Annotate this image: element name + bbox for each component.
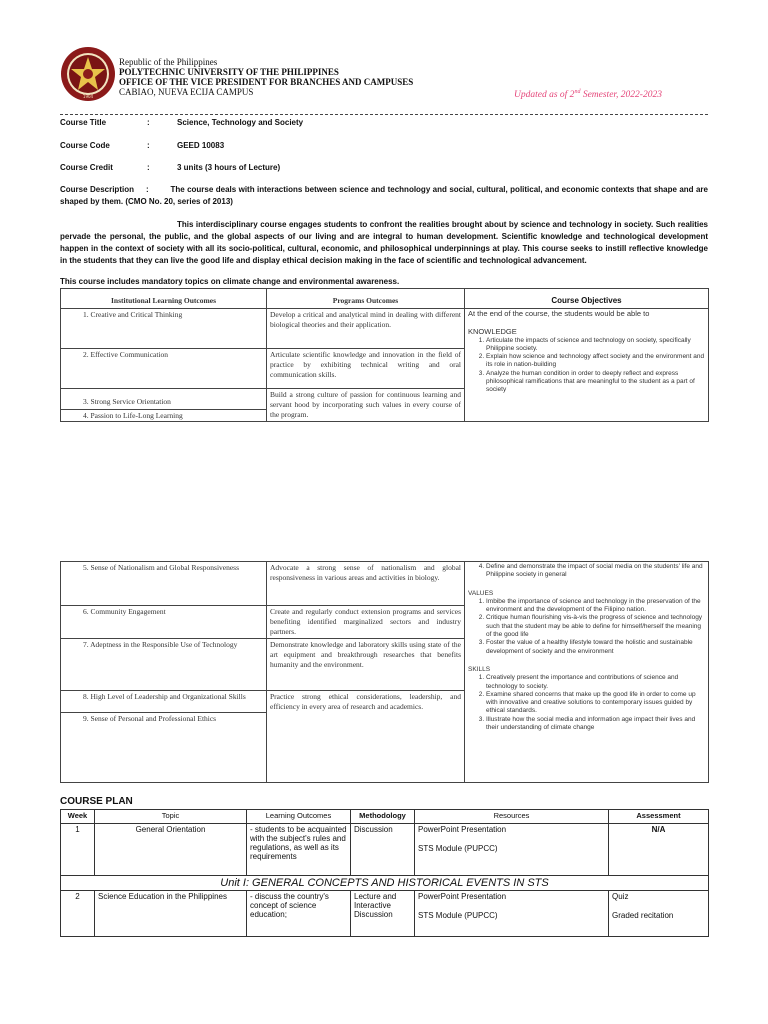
po-item: Develop a critical and analytical mind in dealing with different biological theories and their application.	[267, 309, 465, 349]
ilo-item: 1. Creative and Critical Thinking	[61, 309, 267, 349]
outcomes-table-continued	[60, 561, 709, 783]
colon: :	[147, 118, 150, 127]
methodology-header: Methodology	[351, 810, 415, 824]
ilo-item: 7. Adeptness in the Responsible Use of Technology	[61, 639, 267, 691]
values-item: 1. Imbibe the importance of science and technology in the preservation of the environment and the development of the Filipino nation.	[486, 598, 705, 615]
description-paragraph-2: This interdisciplinary course engages students to confront the realities brought about by science and technology in society. Such realities pervade the personal, the public, and the global aspects of our living and are integral to human development. Scientific knowledge and technological development happen in the context of society with all its socio-political, cultural, economic, and philosophical underpinnings at play. This course seeks to instill reflective knowledge in the students that they can live the good life and display ethical decision making in the face of scientific and technological advancement.	[60, 220, 708, 265]
assessment-cell: Quiz Graded recitation	[609, 891, 709, 937]
co-intro: At the end of the course, the students would be able to	[468, 309, 650, 318]
republic-line: Republic of the Philippines	[119, 57, 218, 67]
outcomes-table	[60, 288, 709, 422]
skills-label: SKILLS	[468, 665, 491, 673]
ilo-item: 6. Community Engagement	[61, 606, 267, 639]
header-divider	[60, 114, 708, 115]
skills-item: 2. Examine shared concerns that make up the good life in order to come up with innovative and creative solutions to contemporary issues guided by ethical standards.	[486, 691, 705, 716]
resources-header: Resources	[415, 810, 609, 824]
week-cell: 1	[61, 824, 95, 876]
university-name: POLYTECHNIC UNIVERSITY OF THE PHILIPPINES	[119, 67, 339, 77]
university-seal-logo	[60, 46, 116, 102]
resources-cell: PowerPoint Presentation STS Module (PUPCC)	[415, 824, 609, 876]
colon: :	[147, 141, 150, 150]
outcomes-cell: - students to be acquainted with the subject's rules and regulations, as well as its requirements	[247, 824, 351, 876]
climate-note: This course includes mandatory topics on climate change and environmental awareness.	[60, 277, 400, 286]
topic-cell: General Orientation	[95, 824, 247, 876]
methodology-cell: Lecture and Interactive Discussion	[351, 891, 415, 937]
course-objectives-cell-continued	[465, 562, 709, 783]
updated-note: Updated as of 2nd Semester, 2022-2023	[514, 89, 662, 101]
topic-header: Topic	[95, 810, 247, 824]
table-row	[61, 824, 709, 876]
course-plan-title: COURSE PLAN	[60, 796, 133, 807]
po-header: Programs Outcomes	[267, 289, 465, 309]
office-name: OFFICE OF THE VICE PRESIDENT FOR BRANCHES AND CAMPUSES	[119, 77, 414, 87]
outcomes-header: Learning Outcomes	[247, 810, 351, 824]
knowledge-item: 2. Explain how science and technology affect society and the environment and its role in nation-building	[486, 353, 705, 370]
topic-cell: Science Education in the Philippines	[95, 891, 247, 937]
week-cell: 2	[61, 891, 95, 937]
course-title-value: Science, Technology and Society	[177, 118, 304, 127]
week-header: Week	[61, 810, 95, 824]
campus-name: CABIAO, NUEVA ECIJA CAMPUS	[119, 87, 254, 97]
unit-heading: Unit I: GENERAL CONCEPTS AND HISTORICAL EVENTS IN STS	[61, 876, 709, 891]
course-title-label: Course Title	[60, 118, 107, 127]
seal-year: 1904	[82, 94, 94, 99]
resources-cell: PowerPoint Presentation STS Module (PUPCC)	[415, 891, 609, 937]
knowledge-label: KNOWLEDGE	[468, 327, 517, 337]
values-item: 2. Critique human flourishing vis-à-vis the progress of science and technology such that the student may be able to define for himself/herself the meaning of the good life	[486, 614, 705, 639]
course-credit-label: Course Credit	[60, 163, 113, 172]
ilo-item: 8. High Level of Leadership and Organizational Skills	[61, 691, 267, 713]
po-item: Build a strong culture of passion for continuous learning and servant hood by incorporating such values in every course of the program.	[267, 389, 465, 422]
ilo-item: 5. Sense of Nationalism and Global Responsiveness	[61, 562, 267, 606]
skills-item: 3. Illustrate how the social media and information age impact their lives and their understanding of climate change	[486, 716, 705, 733]
po-item: Demonstrate knowledge and laboratory skills using state of the art equipment and breakthrough researches that benefits humanity and the environment.	[267, 639, 465, 691]
course-description: Course Description : The course deals with interactions between science and technology and social, cultural, political, and economic contexts that shape and are shaped by them. (CMO No. 20, series of 2013)	[60, 185, 708, 206]
ilo-item: 4. Passion to Life-Long Learning	[61, 409, 267, 421]
po-item: Articulate scientific knowledge and innovation in the field of practice by exhibiting technical writing and oral communication skills.	[267, 349, 465, 389]
outcomes-cell: - discuss the country's concept of science education;	[247, 891, 351, 937]
assessment-header: Assessment	[609, 810, 709, 824]
knowledge-item: 4. Define and demonstrate the impact of social media on the students' life and Philippine society in general	[486, 563, 705, 580]
table-row	[61, 891, 709, 937]
values-label: VALUES	[468, 589, 494, 597]
colon: :	[147, 163, 150, 172]
knowledge-item: 3. Analyze the human condition in order to deeply reflect and express philosophical ramifications that are meaningful to the student as a part of society	[486, 370, 705, 395]
po-item: Create and regularly conduct extension programs and services benefiting identified marginalized sectors and industry partners.	[267, 606, 465, 639]
course-credit-value: 3 units (3 hours of Lecture)	[177, 163, 281, 172]
ilo-item: 2. Effective Communication	[61, 349, 267, 389]
po-item: Practice strong ethical considerations, leadership, and efficiency in every area of research and academics.	[267, 691, 465, 783]
ilo-item: 3. Strong Service Orientation	[61, 389, 267, 410]
header-block	[119, 57, 413, 97]
values-item: 3. Foster the value of a healthy lifestyle toward the holistic and sustainable development of society and the environment	[486, 639, 705, 656]
course-code-value: GEED 10083	[177, 141, 225, 150]
methodology-cell: Discussion	[351, 824, 415, 876]
course-code-label: Course Code	[60, 141, 110, 150]
po-item: Advocate a strong sense of nationalism and global responsiveness in various areas and activities in biology.	[267, 562, 465, 606]
ilo-item: 9. Sense of Personal and Professional Ethics	[61, 713, 267, 783]
assessment-cell: N/A	[609, 824, 709, 876]
knowledge-item: 1. Articulate the impacts of science and technology on society, specifically Philippine society.	[486, 337, 705, 354]
course-objectives-cell	[465, 309, 709, 422]
skills-item: 1. Creatively present the importance and contributions of science and technology to society.	[486, 674, 705, 691]
course-plan-table	[60, 809, 709, 937]
ilo-header: Institutional Learning Outcomes	[61, 289, 267, 309]
co-header: Course Objectives	[465, 289, 709, 309]
